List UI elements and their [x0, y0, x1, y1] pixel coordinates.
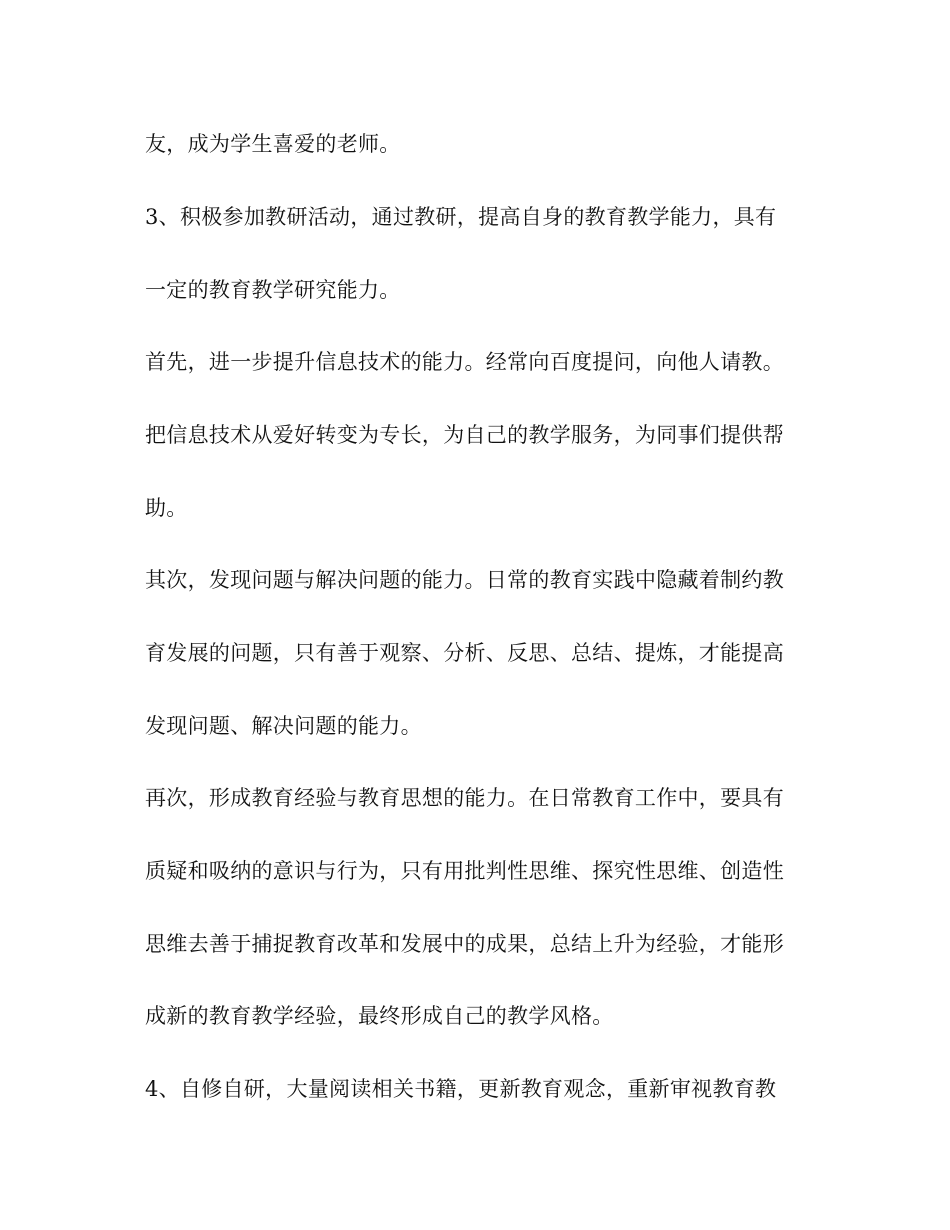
text-line: 思维去善于捕捉教育改革和发展中的成果，总结上升为经验，才能形	[145, 932, 784, 956]
text-line: 助。	[145, 496, 188, 520]
text-line: 育发展的问题，只有善于观察、分析、反思、总结、提炼，才能提高	[145, 641, 784, 665]
text-line: 质疑和吸纳的意识与行为，只有用批判性思维、探究性思维、创造性	[145, 859, 784, 883]
text-line: 再次，形成教育经验与教育思想的能力。在日常教育工作中，要具有	[145, 786, 784, 810]
text-line: 把信息技术从爱好转变为专长，为自己的教学服务，为同事们提供帮	[145, 423, 784, 447]
text-line: 一定的教育教学研究能力。	[145, 278, 401, 302]
text-line: 发现问题、解决问题的能力。	[145, 714, 422, 738]
text-line: 3、积极参加教研活动，通过教研，提高自身的教育教学能力，具有	[145, 205, 777, 229]
text-line: 成新的教育教学经验，最终形成自己的教学风格。	[145, 1004, 614, 1028]
text-line: 友，成为学生喜爱的老师。	[145, 132, 401, 156]
text-line: 首先，进一步提升信息技术的能力。经常向百度提问，向他人请教。	[145, 350, 784, 374]
text-line: 其次，发现问题与解决问题的能力。日常的教育实践中隐藏着制约教	[145, 568, 784, 592]
text-line: 4、自修自研，大量阅读相关书籍，更新教育观念，重新审视教育教	[145, 1077, 777, 1101]
